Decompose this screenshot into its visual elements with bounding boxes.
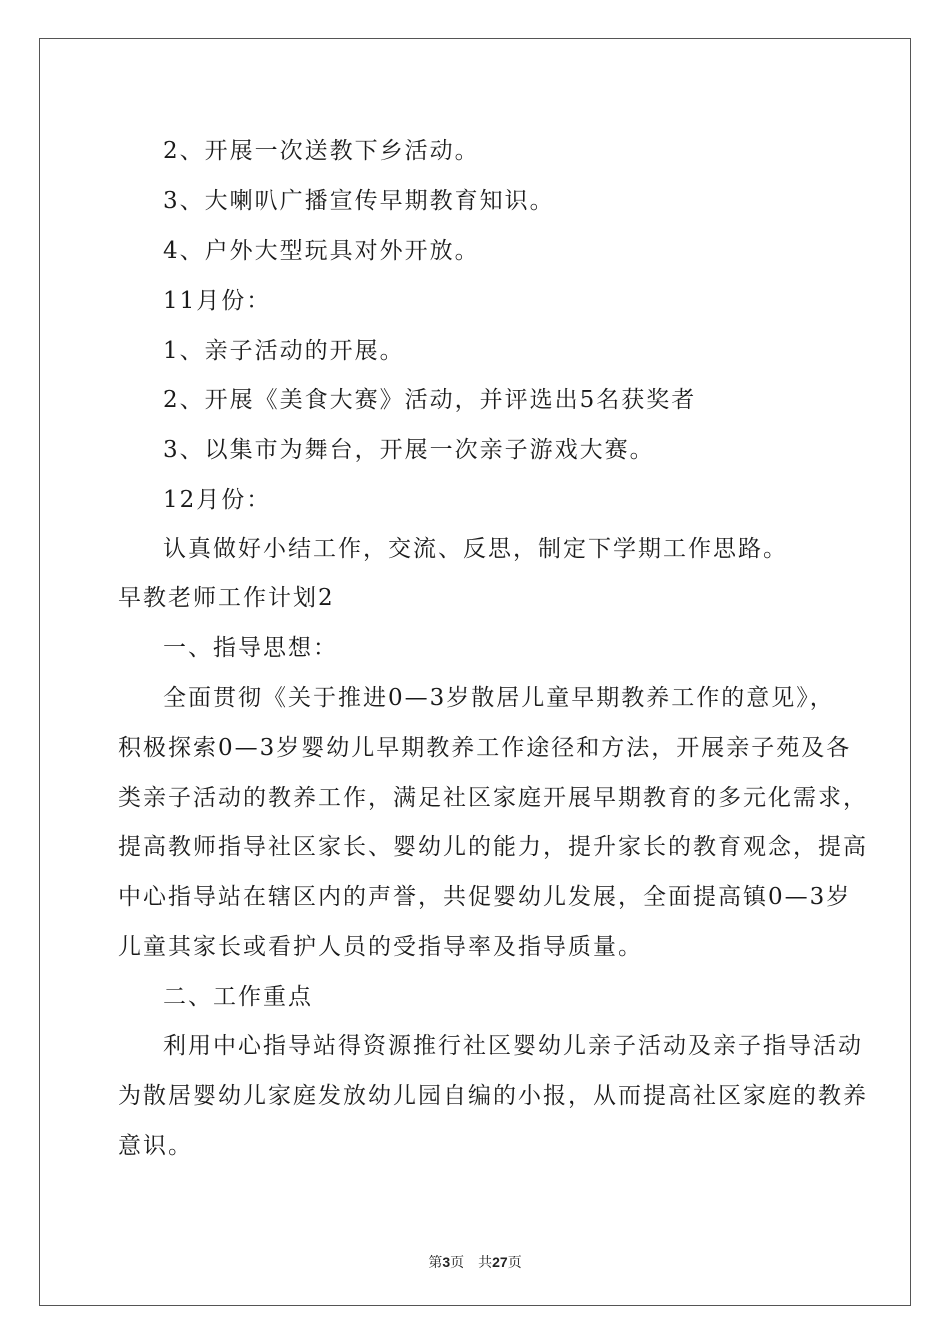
footer-suffix: 页 xyxy=(507,1255,522,1271)
footer-middle: 页 共 xyxy=(450,1255,493,1271)
paragraph-line: 利用中心指导站得资源推行社区婴幼儿亲子活动及亲子指导活动 xyxy=(163,1033,863,1059)
text-line: 3、以集市为舞台，开展一次亲子游戏大赛。 xyxy=(163,437,655,463)
section-heading: 二、工作重点 xyxy=(163,984,313,1010)
text-line: 4、户外大型玩具对外开放。 xyxy=(163,238,480,264)
paragraph-line: 儿童其家长或看护人员的受指导率及指导质量。 xyxy=(118,934,643,960)
document-title: 早教老师工作计划2 xyxy=(118,585,335,611)
paragraph-line: 提高教师指导社区家长、婴幼儿的能力，提升家长的教育观念，提高 xyxy=(118,834,868,860)
paragraph-line: 为散居婴幼儿家庭发放幼儿园自编的小报，从而提高社区家庭的教养 xyxy=(118,1083,868,1109)
paragraph-line: 类亲子活动的教养工作，满足社区家庭开展早期教育的多元化需求， xyxy=(118,785,868,811)
page-border xyxy=(39,38,911,1306)
footer-page-number: 3 xyxy=(442,1254,451,1270)
text-line: 2、开展一次送教下乡活动。 xyxy=(163,138,480,164)
paragraph-line: 全面贯彻《关于推进0—3岁散居儿童早期教养工作的意见》， xyxy=(163,685,835,711)
section-month-heading: 11月份： xyxy=(163,288,272,314)
paragraph-line: 中心指导站在辖区内的声誉，共促婴幼儿发展，全面提高镇0—3岁 xyxy=(118,884,852,910)
text-line: 1、亲子活动的开展。 xyxy=(163,338,405,364)
text-line: 2、开展《美食大赛》活动，并评选出5名获奖者 xyxy=(163,387,697,413)
text-line: 认真做好小结工作，交流、反思，制定下学期工作思路。 xyxy=(163,536,788,562)
footer-prefix: 第 xyxy=(428,1255,443,1271)
section-heading: 一、指导思想： xyxy=(163,635,338,661)
paragraph-line: 积极探索0—3岁婴幼儿早期教养工作途径和方法，开展亲子苑及各 xyxy=(118,735,852,761)
footer-total-pages: 27 xyxy=(492,1254,508,1270)
page-footer xyxy=(0,1252,950,1272)
paragraph-line: 意识。 xyxy=(118,1133,193,1159)
section-month-heading: 12月份： xyxy=(163,487,272,513)
text-line: 3、大喇叭广播宣传早期教育知识。 xyxy=(163,188,555,214)
